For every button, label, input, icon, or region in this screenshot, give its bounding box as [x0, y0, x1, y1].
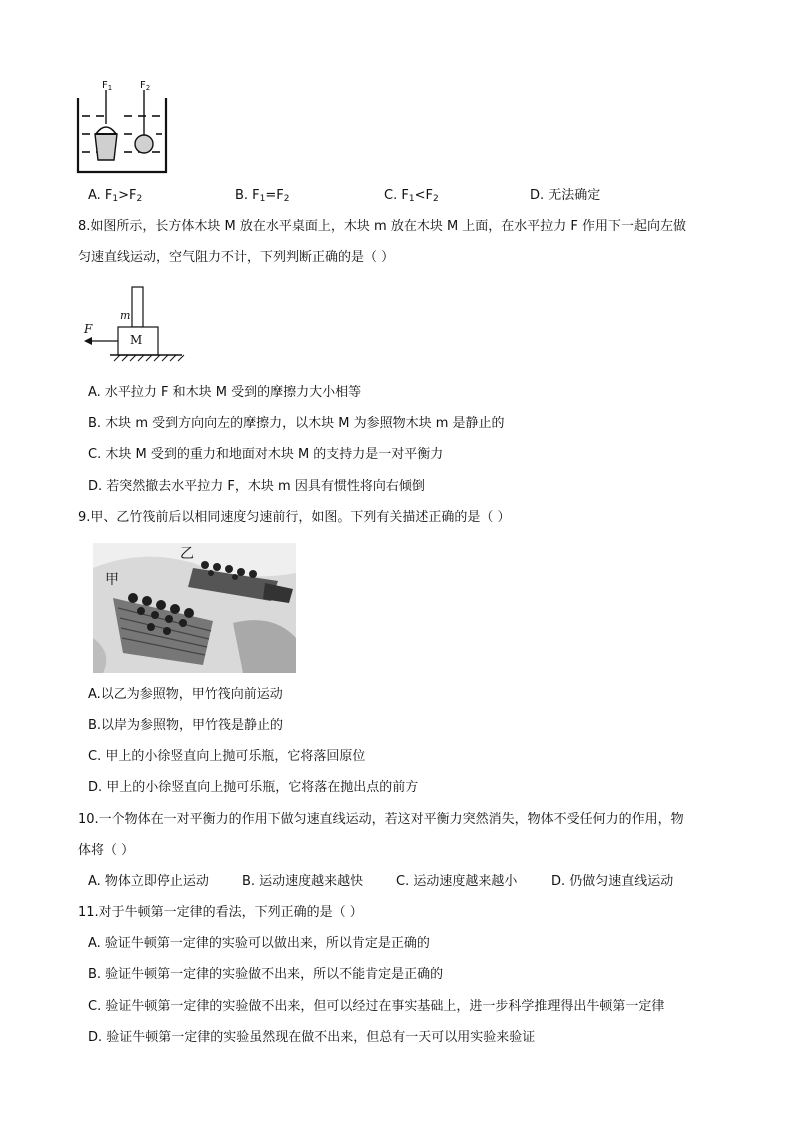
q10-stem-line2: 体将（ ）	[78, 843, 135, 858]
q9-option-b: B.以岸为参照物，甲竹筏是静止的	[88, 718, 284, 733]
q7-option-d: D. 无法确定	[530, 188, 601, 203]
q11-option-c: C. 验证牛顿第一定律的实验做不出来，但可以经过在事实基础上，进一步科学推理得出牛顿第一定律	[88, 999, 665, 1014]
figure-q7-container	[74, 84, 170, 176]
q11-stem: 11.对于牛顿第一定律的看法，下列正确的是（ ）	[78, 905, 363, 920]
q8-stem-line1: 8.如图所示，长方体木块 M 放在水平桌面上，木块 m 放在木块 M 上面，在水平拉力 F 作用下一起向左做	[78, 219, 687, 234]
figure-q8-label-big-m: M	[130, 333, 143, 347]
q10-option-d: D. 仍做匀速直线运动	[551, 874, 674, 889]
q9-stem: 9.甲、乙竹筏前后以相同速度匀速前行，如图。下列有关描述正确的是（ ）	[78, 510, 511, 525]
q7-option-a: A. $F_1>F_2$	[88, 188, 143, 204]
q8-option-b: B. 木块 m 受到方向向左的摩擦力，以木块 M 为参照物木块 m 是静止的	[88, 416, 505, 431]
figure-q8-label-force: F	[84, 322, 93, 336]
figure-q9-rafts-photo	[93, 543, 296, 673]
figure-q9-label-jia: 甲	[105, 572, 119, 588]
q9-option-a: A.以乙为参照物，甲竹筏向前运动	[88, 687, 283, 702]
figure-q8-label-small-m: m	[120, 309, 131, 322]
q9-option-c: C. 甲上的小徐竖直向上抛可乐瓶，它将落回原位	[88, 749, 366, 764]
q7-option-c: C. $F_1<F_2$	[384, 188, 439, 204]
q9-option-d: D. 甲上的小徐竖直向上抛可乐瓶，它将落在抛出点的前方	[88, 780, 419, 795]
figure-q8-blocks	[80, 285, 190, 370]
q10-stem-line1: 10.一个物体在一对平衡力的作用下做匀速直线运动，若这对平衡力突然消失，物体不受任何力的作用，物	[78, 812, 684, 827]
q10-option-a: A. 物体立即停止运动	[88, 874, 209, 889]
q10-option-c: C. 运动速度越来越小	[396, 874, 518, 889]
q11-option-b: B. 验证牛顿第一定律的实验做不出来，所以不能肯定是正确的	[88, 967, 444, 982]
figure-q7-label-f2: $F_2$	[140, 80, 151, 92]
figure-q9-label-yi: 乙	[180, 546, 194, 562]
q7-option-b: B. $F_1=F_2$	[235, 188, 290, 204]
q8-option-a: A. 水平拉力 F 和木块 M 受到的摩擦力大小相等	[88, 385, 362, 400]
q8-option-d: D. 若突然撤去水平拉力 F，木块 m 因具有惯性将向右倾倒	[88, 479, 425, 494]
q8-option-c: C. 木块 M 受到的重力和地面对木块 M 的支持力是一对平衡力	[88, 447, 444, 462]
q11-option-d: D. 验证牛顿第一定律的实验虽然现在做不出来，但总有一天可以用实验来验证	[88, 1030, 536, 1045]
q11-option-a: A. 验证牛顿第一定律的实验可以做出来，所以肯定是正确的	[88, 936, 430, 951]
figure-q7-label-f1: $F_1$	[102, 80, 113, 92]
q10-option-b: B. 运动速度越来越快	[242, 874, 364, 889]
q8-stem-line2: 匀速直线运动，空气阻力不计，下列判断正确的是（ ）	[78, 250, 395, 265]
